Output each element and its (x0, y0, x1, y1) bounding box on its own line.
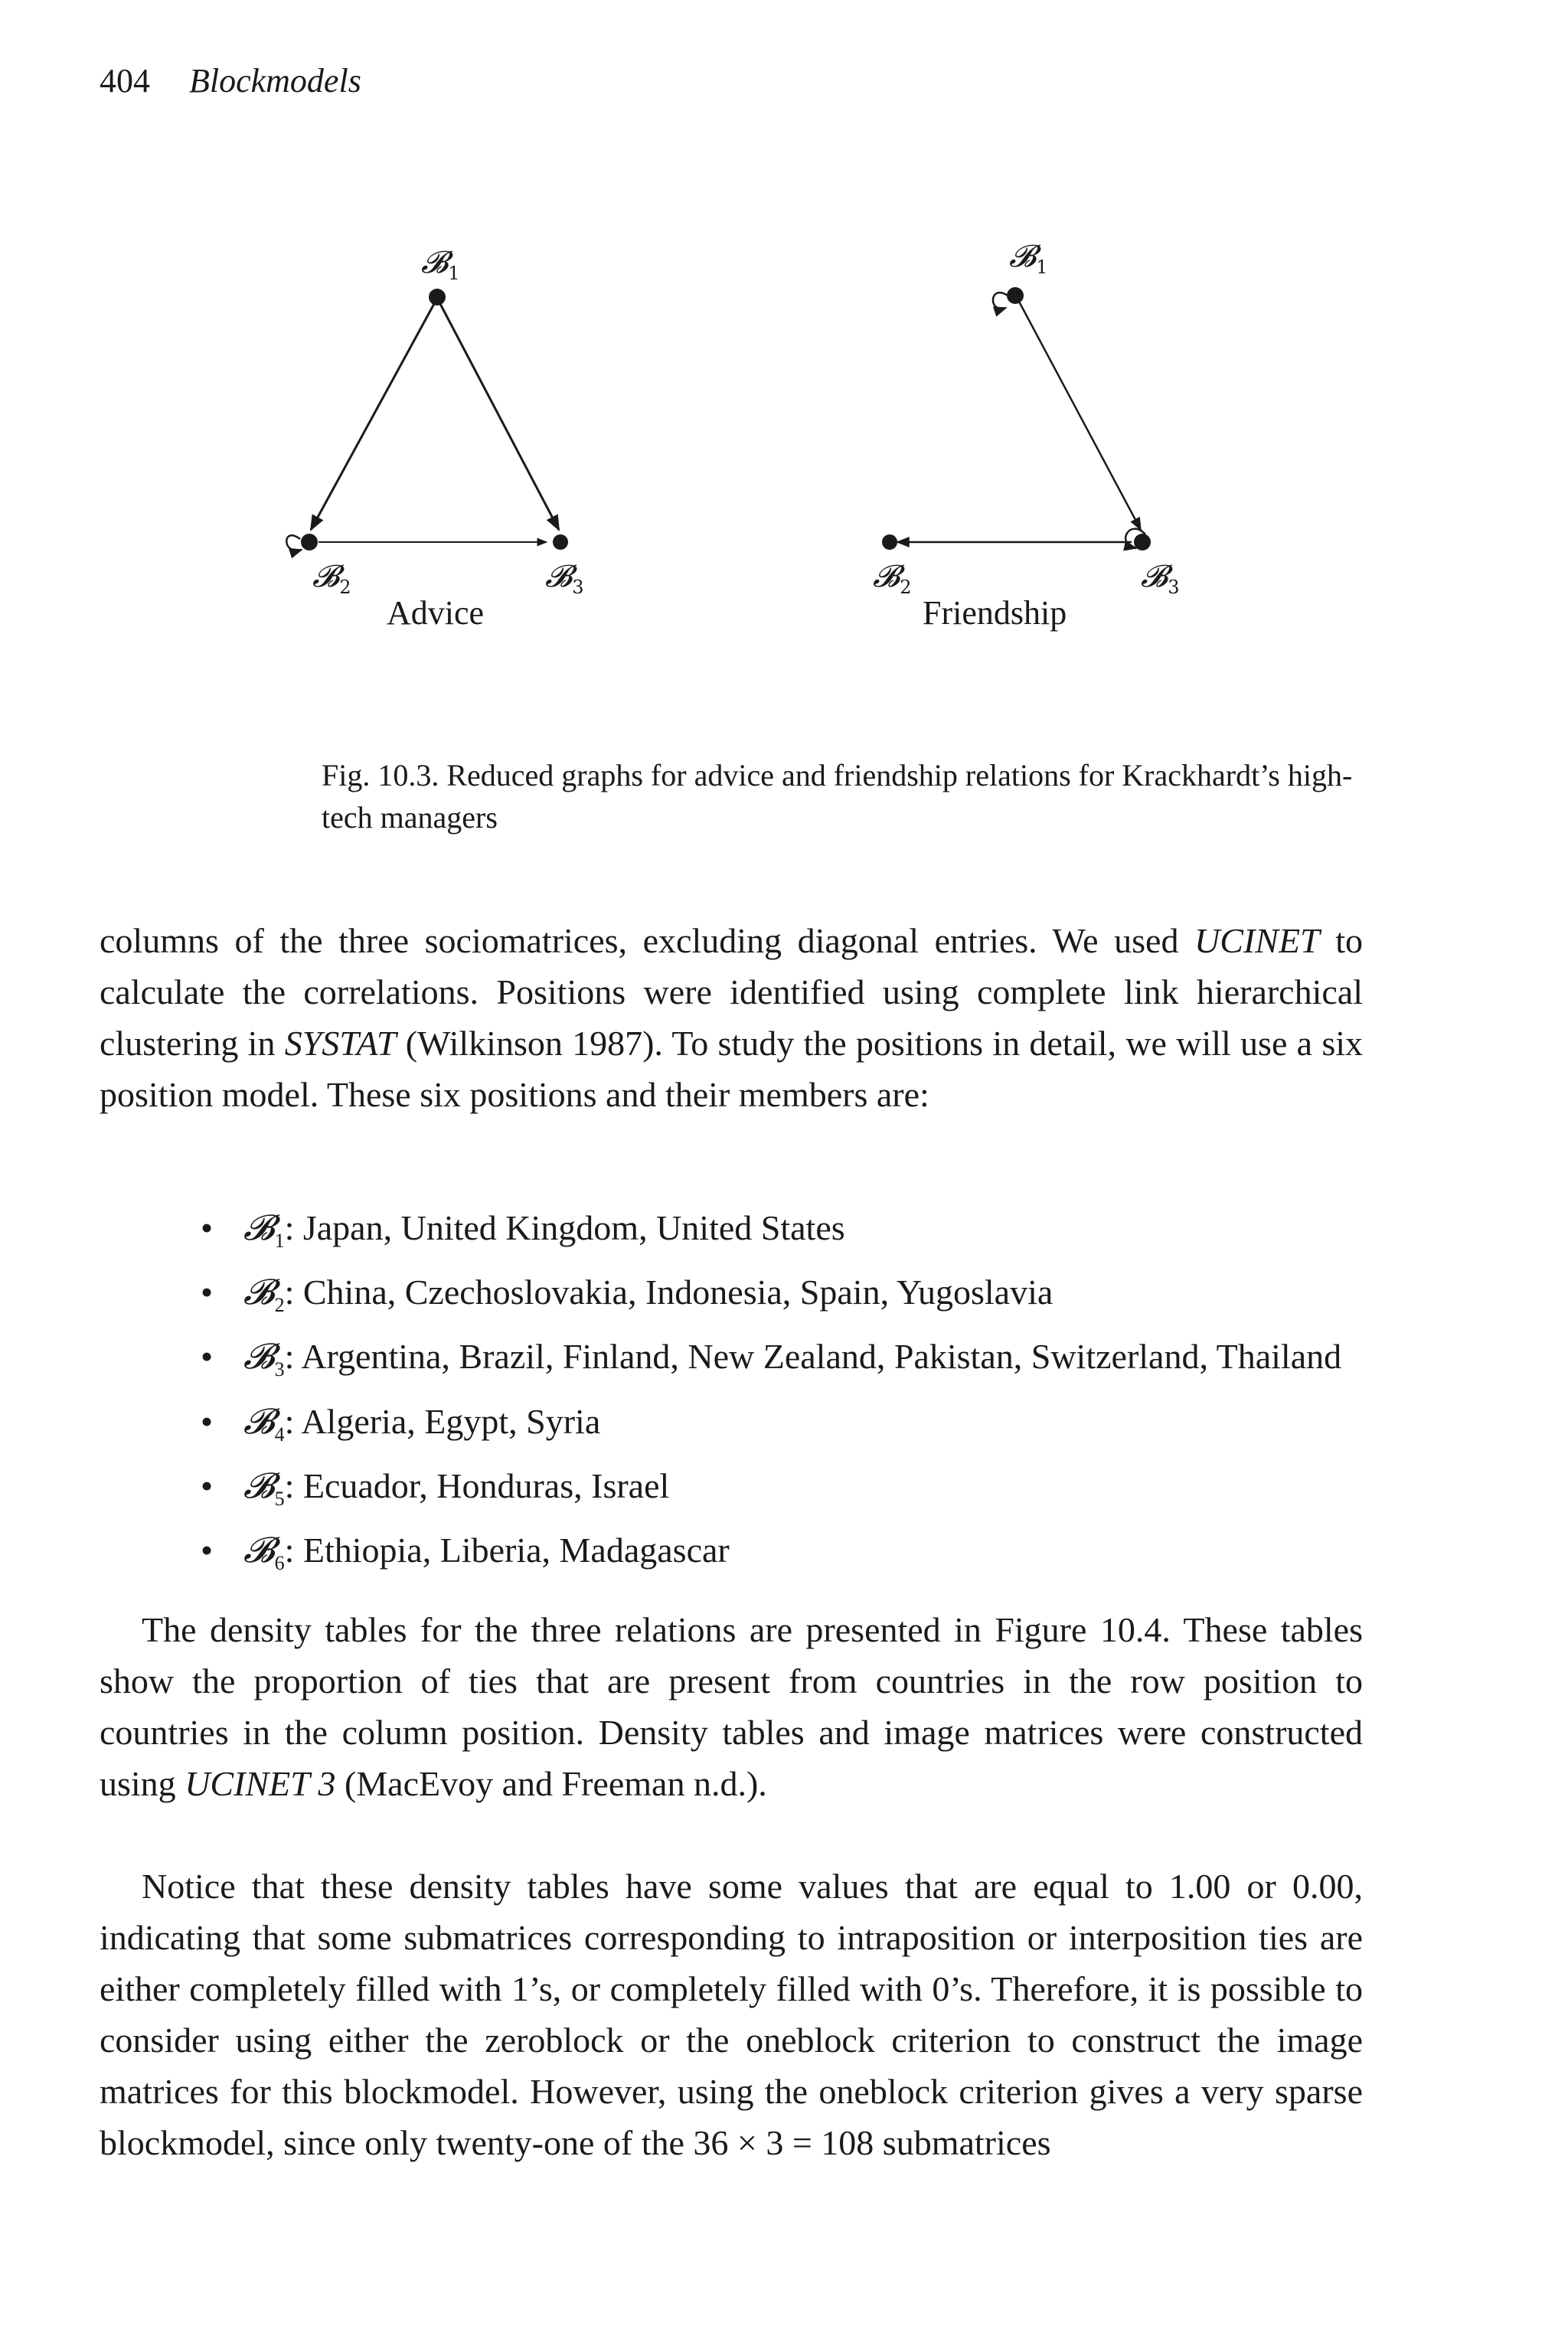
advice-label: Advice (387, 594, 485, 632)
advice-self-loop-b2 (286, 535, 302, 551)
friendship-node-label-b3: 𝓑$_3$ (1141, 559, 1180, 598)
advice-node-b3 (553, 534, 568, 550)
ucinet-term: UCINET (1194, 921, 1320, 960)
friendship-node-label-b1: 𝓑$_1$ (1009, 239, 1048, 278)
ucinet3-term: UCINET 3 (185, 1764, 336, 1803)
advice-node-label-b2: 𝓑$_2$ (312, 559, 351, 598)
advice-edge-b1-b2 (311, 302, 435, 530)
paragraph-2: The density tables for the three relations are presented in Figure 10.4. These tables show the proportion of ties that are present from countries in the row position to countries in the column position. Density tables and image matrices were constructed using UCINET 3 (MacEvoy and Freeman n.d.). (100, 1610, 1363, 1803)
friendship-self-loop-b1 (993, 292, 1008, 309)
list-item: • 𝓑$_4$: Algeria, Egypt, Syria (207, 1396, 1363, 1460)
running-title: Blockmodels (189, 62, 361, 100)
friendship-edge-b1-b3 (1018, 300, 1141, 530)
advice-graph (286, 289, 568, 551)
friendship-graph (882, 287, 1151, 551)
advice-node-b1 (429, 289, 446, 305)
list-item: • 𝓑$_3$: Argentina, Brazil, Finland, New Zealand, Pakistan, Switzerland, Thailand (207, 1331, 1363, 1395)
advice-node-b2 (301, 534, 318, 551)
friendship-label: Friendship (923, 594, 1067, 632)
list-item: • 𝓑$_6$: Ethiopia, Liberia, Madagascar (207, 1524, 1363, 1589)
reduced-graphs-diagram (0, 222, 1568, 681)
figure-caption: Fig. 10.3. Reduced graphs for advice and friendship relations for Krackhardt’s high-tech managers (322, 758, 1353, 835)
list-item: • 𝓑$_2$: China, Czechoslovakia, Indonesia, Spain, Yugoslavia (207, 1266, 1363, 1331)
systat-term: SYSTAT (284, 1024, 397, 1063)
friendship-node-b2 (882, 534, 897, 550)
friendship-node-b3 (1134, 534, 1151, 551)
advice-node-label-b1: 𝓑$_1$ (421, 245, 460, 284)
list-item: • 𝓑$_1$: Japan, United Kingdom, United States (207, 1202, 1363, 1266)
advice-edge-b1-b3 (439, 302, 559, 530)
figure-10-3 (0, 222, 1568, 681)
friendship-node-b1 (1007, 287, 1024, 304)
running-head (100, 61, 361, 100)
paragraph-1: columns of the three sociomatrices, excluding diagonal entries. We used UCINET to calculate the correlations. Positions were identified using complete link hierarchical clustering in SYSTAT (Wilkinson 1987). To study the positions in detail, we will use a six position model. These six positions and their members are: (100, 921, 1363, 1114)
page-number: 404 (100, 62, 150, 100)
positions-list (207, 1202, 1363, 1589)
friendship-node-label-b2: 𝓑$_2$ (873, 559, 912, 598)
paragraph-3: Notice that these density tables have some values that are equal to 1.00 or 0.00, indicating that some submatrices corresponding to intraposition or interposition ties are either completely filled with 1’s, or completely filled with 0’s. Therefore, it is possible to consider using either the zeroblock or the oneblock criterion to construct the image matrices for this blockmodel. However, using the oneblock criterion gives a very sparse blockmodel, since only twenty-one of the 36 × 3 = 108 submatrices (100, 1867, 1363, 2162)
advice-node-label-b3: 𝓑$_3$ (545, 559, 584, 598)
list-item: • 𝓑$_5$: Ecuador, Honduras, Israel (207, 1460, 1363, 1524)
